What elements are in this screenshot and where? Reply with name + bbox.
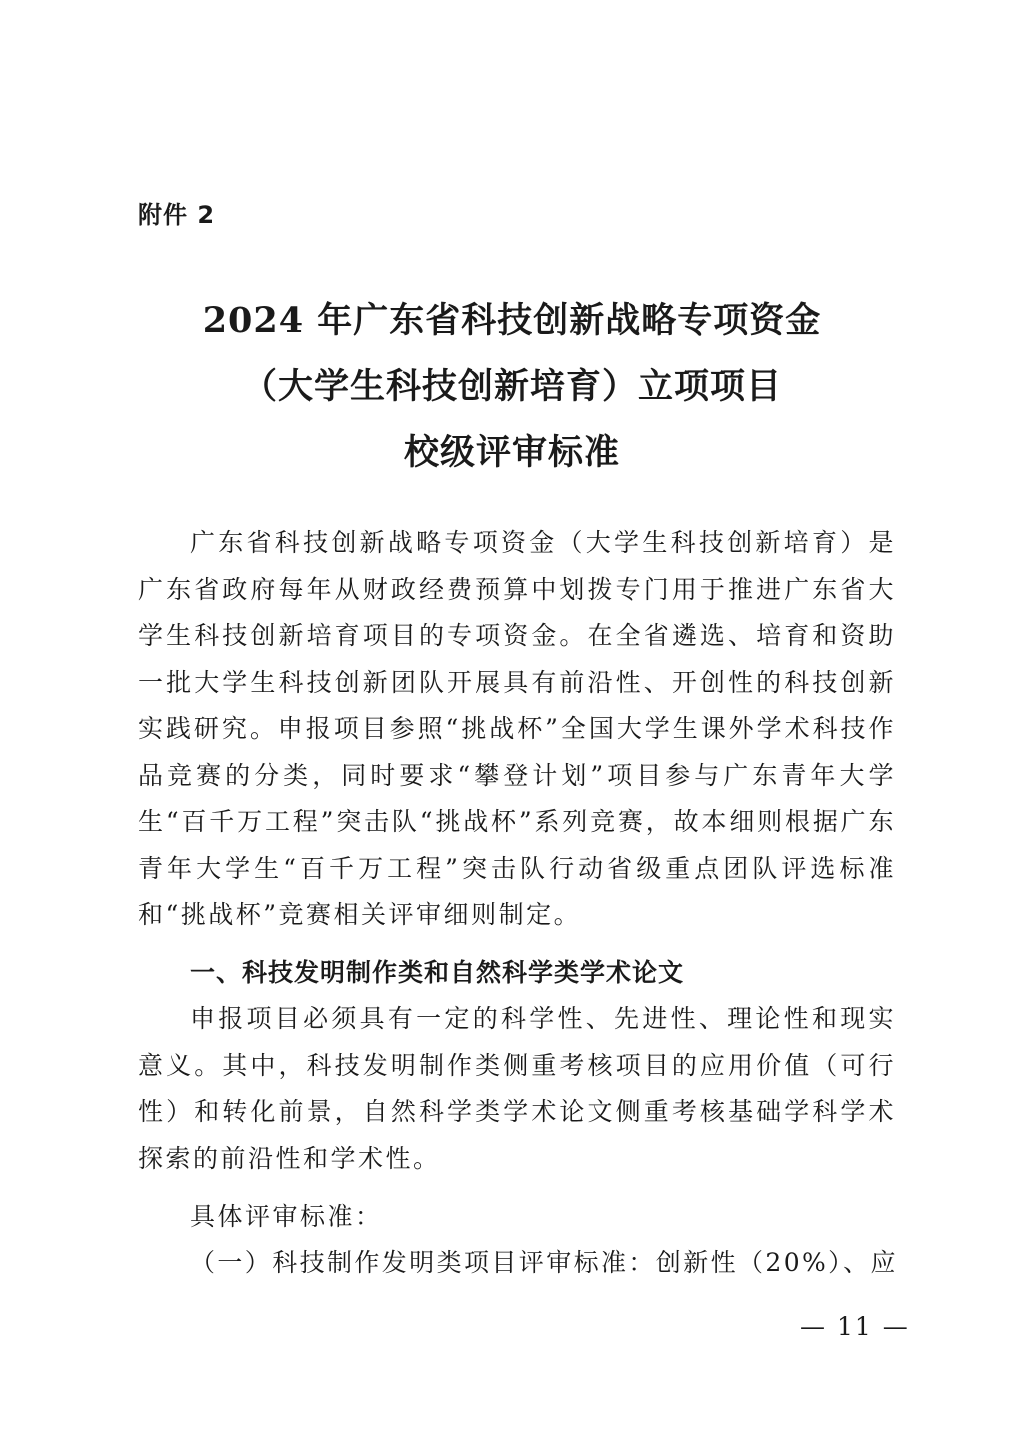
- title-line-2: （大学生科技创新培育）立项项目: [241, 366, 782, 407]
- criteria-item-1: （一）科技制作发明类项目评审标准：创新性（20%）、应: [190, 1248, 898, 1277]
- section-heading-1: 一、科技发明制作类和自然科学类学术论文: [190, 958, 685, 987]
- document-title: [0, 288, 1024, 486]
- intro-paragraph: 广东省科技创新战略专项资金（大学生科技创新培育）是广东省政府每年从财政经费预算中划拨专门用于推进广东省大学生科技创新培育项目的专项资金。在全省遴选、培育和资助一批大学生科技创新团队开展具有前沿性、开创性的科技创新实践研究。申报项目参照“挑战杯”全国大学生课外学术科技作品竞赛的分类，同时要求“攀登计划”项目参与广东青年大学生“百千万工程”突击队“挑战杯”系列竞赛，故本细则根据广东青年大学生“百千万工程”突击队行动省级重点团队评选标准和“挑战杯”竞赛相关评审细则制定。: [138, 528, 896, 929]
- criteria-label: 具体评审标准：: [190, 1202, 383, 1231]
- page-number: — 11 —: [800, 1312, 910, 1341]
- attachment-label: 附件 2: [138, 201, 216, 229]
- title-line-3: 校级评审标准: [403, 432, 620, 473]
- section-1-paragraph: 申报项目必须具有一定的科学性、先进性、理论性和现实意义。其中，科技发明制作类侧重考核项目的应用价值（可行性）和转化前景，自然科学类学术论文侧重考核基础学科学术探索的前沿性和学术性。: [138, 1004, 896, 1173]
- title-line-1: 2024 年广东省科技创新战略专项资金: [202, 300, 822, 341]
